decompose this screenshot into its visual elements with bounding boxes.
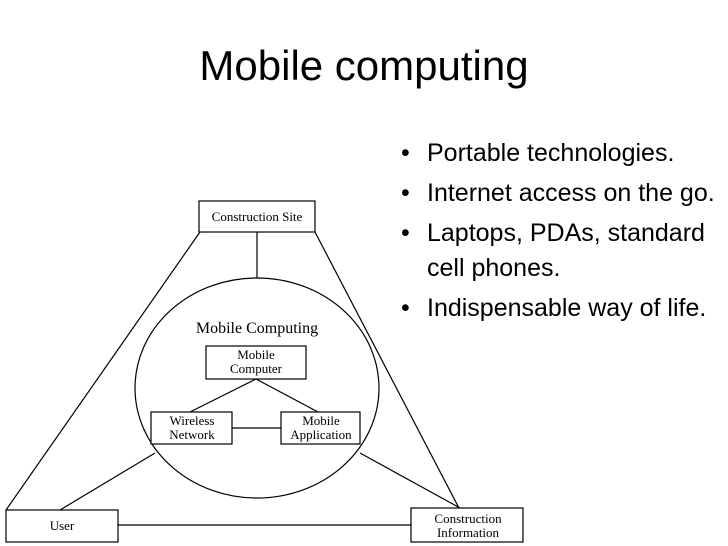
mobile-computing-circle-label: Mobile Computing bbox=[195, 320, 319, 337]
bullet-dot-icon: • bbox=[401, 179, 410, 207]
mobile-computer-label-1: Mobile bbox=[237, 347, 275, 362]
construction-site-label: Construction Site bbox=[211, 209, 303, 224]
wireless-network-label-2: Network bbox=[169, 427, 215, 442]
bullet-text: Internet access on the go. bbox=[427, 179, 715, 207]
bullet-text: Laptops, PDAs, standard cell phones. bbox=[427, 219, 705, 282]
construction-information-label-1: Construction bbox=[434, 511, 502, 526]
user-label: User bbox=[49, 518, 75, 533]
mobile-computing-circle bbox=[135, 278, 379, 498]
mobile-application-label-2: Application bbox=[290, 427, 352, 442]
bullet-dot-icon: • bbox=[401, 294, 410, 322]
bullet-dot-icon: • bbox=[401, 219, 410, 247]
construction-information-label-2: Information bbox=[436, 525, 500, 540]
bullet-dot-icon: • bbox=[401, 139, 410, 167]
mobile-computer-label-2: Computer bbox=[230, 361, 282, 376]
wireless-network-label-1: Wireless bbox=[169, 413, 215, 428]
edge-user-circle bbox=[60, 453, 155, 510]
bullet-text: Portable technologies. bbox=[427, 139, 675, 167]
slide-title: Mobile computing bbox=[199, 42, 529, 89]
mobile-application-label-1: Mobile bbox=[302, 413, 340, 428]
bullet-text: Indispensable way of life. bbox=[427, 294, 707, 322]
